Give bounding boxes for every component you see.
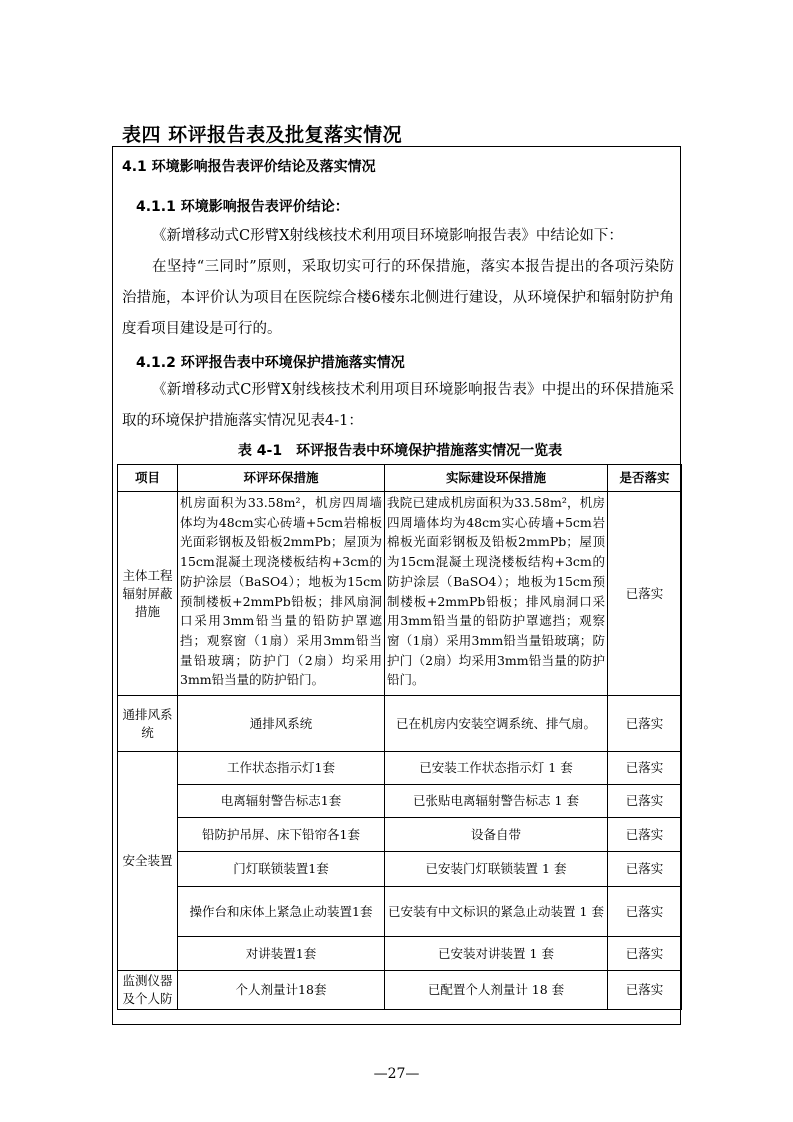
status-cell: 已落实: [608, 785, 682, 818]
measures-intro-paragraph: 《新增移动式C形臂X射线核技术利用项目环境影响报告表》中提出的环保措施采取的环境保护措施落实情况见表4-1：: [122, 382, 674, 429]
section-heading-4-1-2: 4.1.2 环评报告表中环境保护措施落实情况: [136, 355, 405, 371]
page-title: 表四 环评报告表及批复落实情况: [122, 124, 403, 146]
section-heading-4-1-1: 4.1.1 环境影响报告表评价结论：: [136, 199, 349, 215]
eia-measure-cell: 铅防护吊屏、床下铅帘各1套: [178, 818, 385, 852]
column-header-eia-measures: 环评环保措施: [178, 465, 385, 492]
section-heading-4-1: 4.1 环境影响报告表评价结论及落实情况: [122, 159, 376, 175]
status-cell: 已落实: [608, 887, 682, 937]
table-row: [118, 852, 682, 887]
status-cell: 已落实: [608, 492, 682, 696]
page-number: —27—: [373, 1066, 420, 1082]
status-cell: 已落实: [608, 752, 682, 785]
actual-measure-cell: 设备自带: [385, 818, 608, 852]
table-row: [118, 887, 682, 937]
eia-measure-cell: 机房面积为33.58m²，机房四周墙体均为48cm实心砖墙+5cm岩棉板光面彩钢板及铅板2mmPb；屋顶为15cm混凝土现浇楼板结构+3cm的防护涂层（BaSO4）；地板为15cm预制楼板+2mmPb铅板；排风扇洞口采用3mm铅当量的铅防护罩遮挡；观察窗（1扇）采用3mm铅当量铅玻璃；防护门（2扇）均采用3mm铅当量的防护铅门。: [178, 492, 385, 696]
eia-measure-cell: 门灯联锁装置1套: [178, 852, 385, 887]
table-row: [118, 785, 682, 818]
row-item-cell: 通排风系统: [118, 696, 178, 752]
table-row: [118, 696, 682, 752]
actual-measure-cell: 已安装对讲装置 1 套: [385, 937, 608, 971]
status-cell: 已落实: [608, 852, 682, 887]
actual-measure-cell: 已安装工作状态指示灯 1 套: [385, 752, 608, 785]
row-group-cell: 安全装置: [118, 752, 178, 971]
table-row: [118, 752, 682, 785]
eia-measure-cell: 个人剂量计18套: [178, 971, 385, 1010]
table-header-row: [118, 465, 682, 492]
eia-measure-cell: 工作状态指示灯1套: [178, 752, 385, 785]
status-cell: 已落实: [608, 696, 682, 752]
status-cell: 已落实: [608, 971, 682, 1010]
row-item-cell: 监测仪器及个人防: [118, 971, 178, 1010]
eia-measure-cell: 电离辐射警告标志1套: [178, 785, 385, 818]
column-header-item: 项目: [118, 465, 178, 492]
table-caption: 表 4-1 环评报告表中环境保护措施落实情况一览表: [237, 443, 563, 459]
conclusion-paragraph: 在坚持“三同时”原则，采取切实可行的环保措施，落实本报告提出的各项污染防治措施，本评价认为项目在医院综合楼6楼东北侧进行建设，从环境保护和辐射防护角度看项目建设是可行的。: [122, 259, 674, 337]
table-row: [118, 818, 682, 852]
table-row: [118, 937, 682, 971]
actual-measure-cell: 已在机房内安装空调系统、排气扇。: [385, 696, 608, 752]
eia-measure-cell: 对讲装置1套: [178, 937, 385, 971]
actual-measure-cell: 已张贴电离辐射警告标志 1 套: [385, 785, 608, 818]
actual-measure-cell: 我院已建成机房面积为33.58m²，机房四周墙体均为48cm实心砖墙+5cm岩棉板光面彩钢板及铅板2mmPb；屋顶为15cm混凝土现浇楼板结构+3cm的防护涂层（BaSO4）；地板为15cm预制楼板+2mmPb铅板；排风扇洞口采用3mm铅当量的铅防护罩遮挡；观察窗（1扇）采用3mm铅当量铅玻璃；防护门（2扇）均采用3mm铅当量的防护铅门。: [385, 492, 608, 696]
actual-measure-cell: 已配置个人剂量计 18 套: [385, 971, 608, 1010]
actual-measure-cell: 已安装有中文标识的紧急止动装置 1 套: [385, 887, 608, 937]
status-cell: 已落实: [608, 937, 682, 971]
eia-measure-cell: 通排风系统: [178, 696, 385, 752]
row-item-cell: 主体工程辐射屏蔽措施: [118, 492, 178, 696]
actual-measure-cell: 已安装门灯联锁装置 1 套: [385, 852, 608, 887]
conclusion-intro-paragraph: 《新增移动式C形臂X射线核技术利用项目环境影响报告表》中结论如下：: [152, 228, 623, 244]
status-cell: 已落实: [608, 818, 682, 852]
eia-measure-cell: 操作台和床体上紧急止动装置1套: [178, 887, 385, 937]
column-header-actual-measures: 实际建设环保措施: [385, 465, 608, 492]
table-row: [118, 492, 682, 696]
table-row: [118, 971, 682, 1010]
column-header-implemented: 是否落实: [608, 465, 682, 492]
measures-table: [117, 464, 682, 1010]
